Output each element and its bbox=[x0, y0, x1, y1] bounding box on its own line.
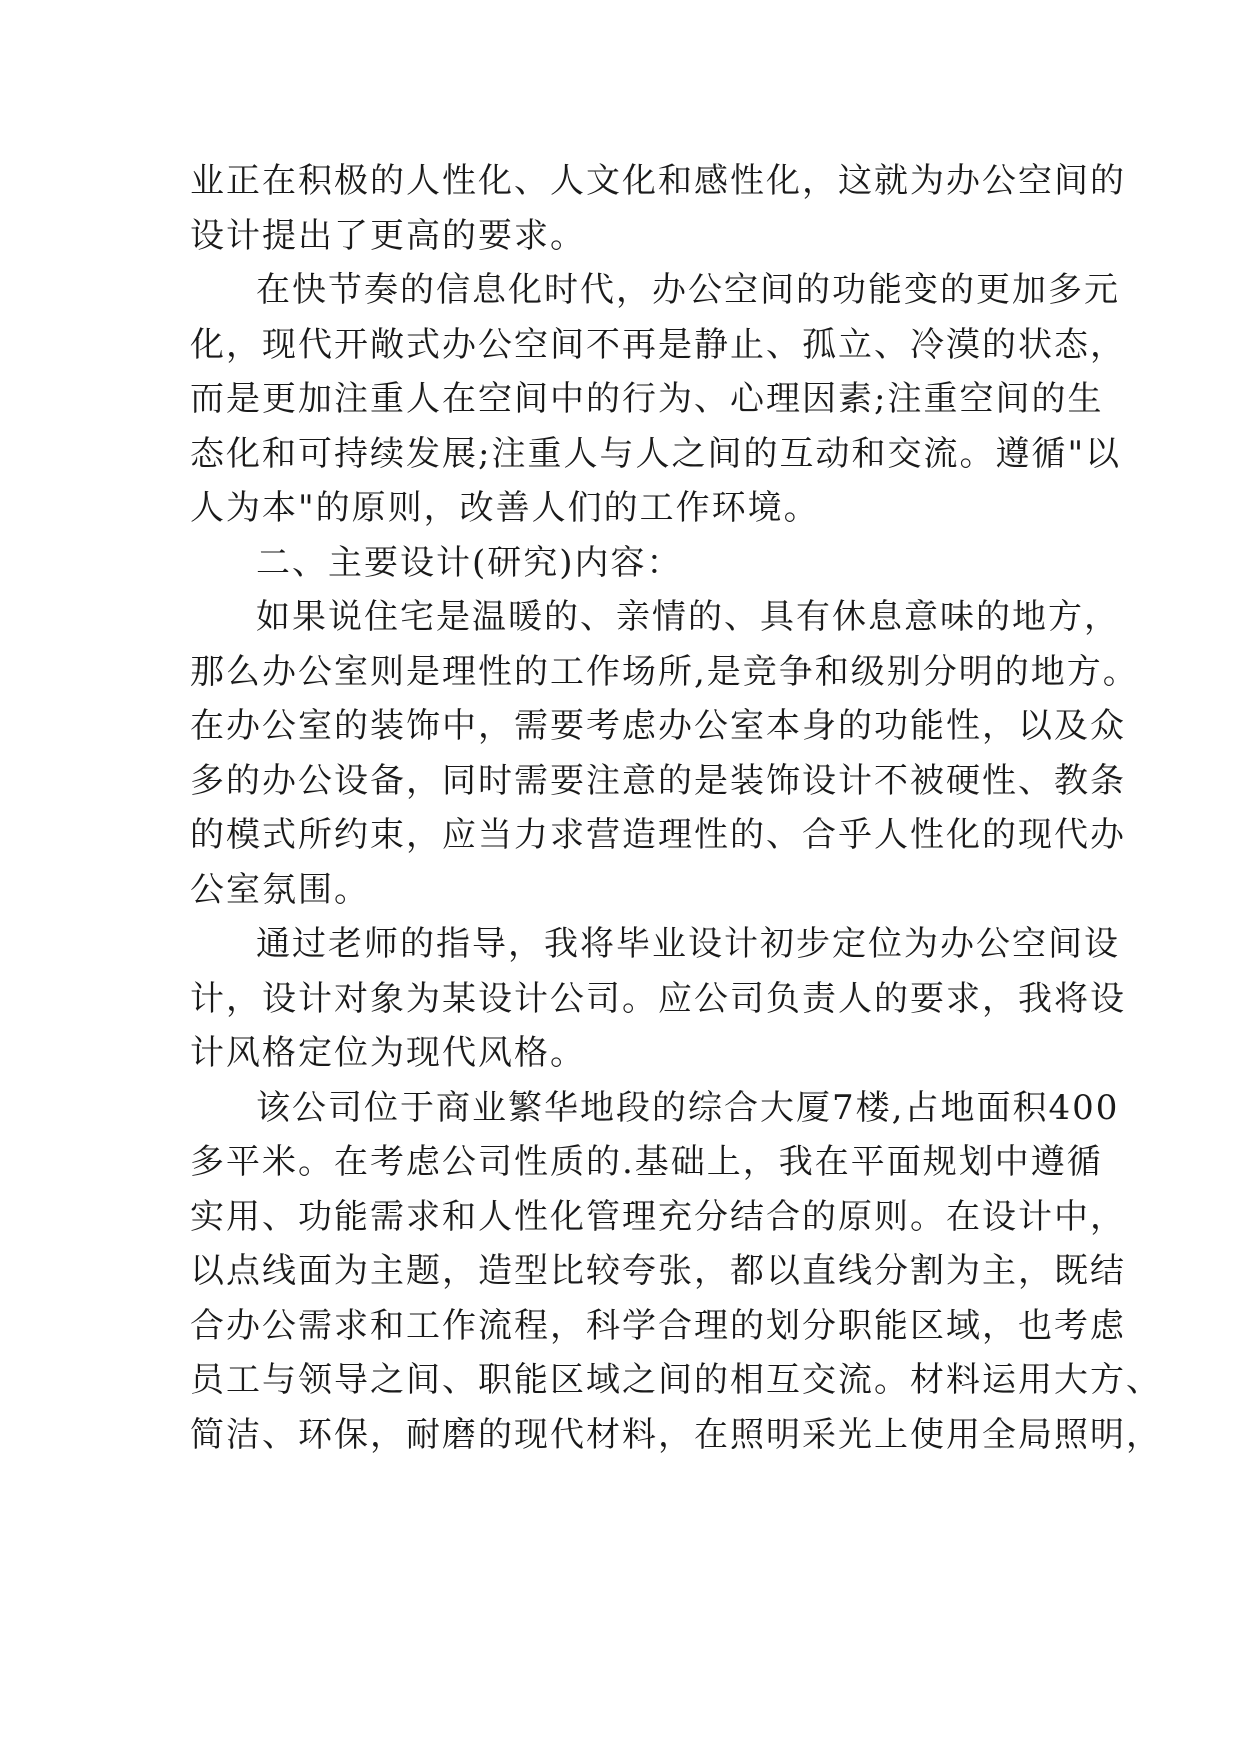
text-line: 该公司位于商业繁华地段的综合大厦7楼,占地面积400 bbox=[256, 1087, 1120, 1128]
text-line: 简洁、环保，耐磨的现代材料，在照明采光上使用全局照明， bbox=[190, 1414, 1162, 1455]
text-line: 在办公室的装饰中，需要考虑办公室本身的功能性，以及众 bbox=[190, 706, 1126, 746]
text-line: 合办公需求和工作流程，科学合理的划分职能区域，也考虑 bbox=[190, 1305, 1126, 1346]
text-line: 员工与领导之间、职能区域之间的相互交流。材料运用大方、 bbox=[190, 1360, 1162, 1400]
text-line: 化，现代开敞式办公空间不再是静止、孤立、冷漠的状态， bbox=[190, 324, 1126, 365]
text-line: 人为本"的原则，改善人们的工作环境。 bbox=[190, 488, 820, 528]
text-line: 而是更加注重人在空间中的行为、心理因素;注重空间的生 bbox=[190, 379, 1104, 419]
text-line: 二、主要设计(研究)内容： bbox=[256, 542, 683, 583]
text-line: 以点线面为主题，造型比较夸张，都以直线分割为主，既结 bbox=[190, 1251, 1126, 1291]
text-line: 业正在积极的人性化、人文化和感性化，这就为办公空间的 bbox=[190, 161, 1126, 201]
text-line: 通过老师的指导，我将毕业设计初步定位为办公空间设 bbox=[256, 924, 1120, 964]
text-line: 那么办公室则是理性的工作场所,是竞争和级别分明的地方。 bbox=[190, 651, 1139, 692]
text-line: 实用、功能需求和人性化管理充分结合的原则。在设计中， bbox=[190, 1196, 1126, 1237]
text-line: 公室氛围。 bbox=[190, 869, 370, 910]
text-line: 如果说住宅是温暖的、亲情的、具有休息意味的地方， bbox=[256, 597, 1120, 637]
text-line: 设计提出了更高的要求。 bbox=[190, 215, 586, 256]
text-line: 态化和可持续发展;注重人与人之间的互动和交流。遵循"以 bbox=[190, 433, 1122, 474]
text-line: 多的办公设备，同时需要注意的是装饰设计不被硬性、教条 bbox=[190, 760, 1126, 801]
text-line: 在快节奏的信息化时代，办公空间的功能变的更加多元 bbox=[256, 270, 1120, 310]
text-line: 的模式所约束，应当力求营造理性的、合乎人性化的现代办 bbox=[190, 815, 1126, 855]
text-line: 计，设计对象为某设计公司。应公司负责人的要求，我将设 bbox=[190, 978, 1126, 1019]
text-line: 多平米。在考虑公司性质的.基础上，我在平面规划中遵循 bbox=[190, 1142, 1103, 1182]
text-line: 计风格定位为现代风格。 bbox=[190, 1033, 586, 1073]
body-text bbox=[190, 154, 1162, 1462]
